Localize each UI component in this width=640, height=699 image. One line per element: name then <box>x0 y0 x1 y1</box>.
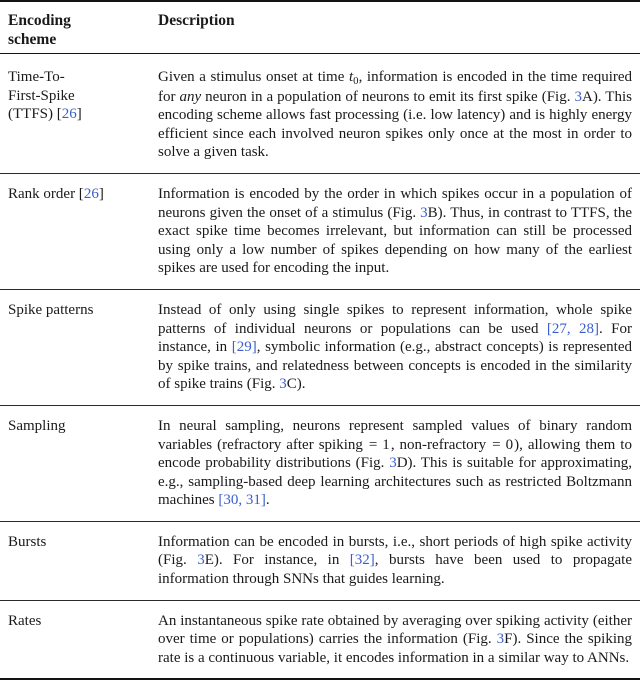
scheme-bracket-close: ] <box>98 185 104 202</box>
desc-text: F). Since the spiking rate is a continuous variable, it encodes information in a similar way to ANNs. <box>158 631 632 666</box>
row-description-sampling <box>150 405 640 521</box>
figure-link-3[interactable]: 3 <box>496 631 505 648</box>
row-description-rates <box>150 600 640 679</box>
table-row <box>0 600 640 679</box>
table-row <box>0 289 640 405</box>
bottom-rule-left <box>0 679 150 680</box>
row-label-rank-order <box>0 173 150 289</box>
desc-text: C). <box>286 376 306 393</box>
table-body <box>0 57 640 680</box>
math-variable-t0 <box>348 69 359 88</box>
figure-link-3[interactable]: 3 <box>420 204 428 221</box>
figure-link-3[interactable]: 3 <box>574 88 582 105</box>
desc-text: E). For instance, in <box>204 552 350 569</box>
row-label-rates: Rates <box>0 600 150 679</box>
row-description-rank-order <box>150 173 640 289</box>
column-header-encoding-scheme-line2: scheme <box>8 31 57 48</box>
desc-text: , non-refractory <box>390 436 492 453</box>
table-row <box>0 173 640 289</box>
desc-text: ), allowing them to encode probability distributions (Fig. <box>158 436 632 472</box>
desc-text: neuron in a population of neurons to emit its first spike (Fig. <box>201 88 575 105</box>
desc-text: Information is encoded by the order in which spikes occur in a population of neurons given the onset of a stimulus (Fig. <box>158 185 632 221</box>
citation-link-32[interactable]: [32] <box>349 552 375 569</box>
figure-link-3[interactable]: 3 <box>197 552 205 569</box>
citation-link-29[interactable]: [29] <box>231 339 257 356</box>
scheme-line-3 <box>8 106 82 122</box>
citation-link-26[interactable]: 26 <box>83 185 99 202</box>
row-description-time-to-first-spike <box>150 57 640 173</box>
scheme-bracket-close: ] <box>76 106 82 123</box>
citation-link-27-28[interactable]: [27, 28] <box>546 320 599 337</box>
desc-text: . For instance, in <box>158 320 632 356</box>
desc-text: , bursts have been used to propagate information through SNNs that guides learning. <box>158 552 632 588</box>
table-header <box>0 1 640 57</box>
table-bottom-rule <box>0 679 640 680</box>
desc-text: D). This is suitable for approximating, e.g., sampling-based deep learning architectures such as restricted Boltzmann machines <box>158 455 633 509</box>
table-row <box>0 521 640 600</box>
citation-link-30-31[interactable]: [30, 31] <box>218 492 266 509</box>
row-label-sampling: Sampling <box>0 405 150 521</box>
row-label-bursts: Bursts <box>0 521 150 600</box>
figure-link-3[interactable]: 3 <box>389 455 397 472</box>
table-row <box>0 57 640 173</box>
math-sub-0: 0 <box>353 75 359 88</box>
row-description-spike-patterns <box>150 289 640 405</box>
desc-text: Information can be encoded in bursts, i.e., short periods of high spike activity (Fig. <box>158 533 632 569</box>
row-label-spike-patterns: Spike patterns <box>0 289 150 405</box>
column-header-encoding-scheme-line1: Encoding <box>8 12 71 29</box>
row-description-bursts <box>150 521 640 600</box>
math-eq-0: = 0 <box>492 436 514 453</box>
table-row <box>0 405 640 521</box>
column-header-encoding-scheme <box>0 1 150 54</box>
scheme-bracket-open: (TTFS) [ <box>8 106 62 123</box>
math-var-t: t <box>348 69 354 85</box>
row-label-time-to-first-spike <box>0 57 150 173</box>
scheme-line-2: First-Spike <box>8 87 75 104</box>
desc-text: A). This encoding scheme allows fast processing (i.e. low latency) and is highly energy efficient since each involved neuron spikes only once at the most in order to solve a given task. <box>158 88 632 161</box>
scheme-text: Rank order [ <box>8 185 84 202</box>
desc-text: B). Thus, in contrast to TTFS, the exact spike time becomes irrelevant, but information can still be processed using only a low number of spikes depending on how many of the earliest spikes are used for encoding the input. <box>158 204 632 277</box>
desc-text: In neural sampling, neurons represent sampled values of binary random variables (refractory after spiking <box>158 417 632 453</box>
figure-link-3[interactable]: 3 <box>279 376 287 393</box>
desc-text: Instead of only using single spikes to represent information, whole spike patterns of individual neurons or populations can be used <box>158 301 632 337</box>
math-eq-1: = 1 <box>368 436 390 453</box>
desc-text: , symbolic information (e.g., abstract concepts) is represented by spike trains, and relatedness between concepts is encoded in the similarity of spike trains (Fig. <box>158 339 632 393</box>
emphasis-any: any <box>179 88 202 105</box>
bottom-rule-right <box>150 679 640 680</box>
citation-link-26[interactable]: 26 <box>61 106 77 123</box>
desc-text: . <box>265 492 270 509</box>
scheme-line-1: Time-To- <box>8 69 65 85</box>
column-header-description: Description <box>150 1 640 54</box>
desc-text: Given a stimulus onset at time <box>158 69 349 85</box>
desc-text: , information is encoded in the time required for <box>158 69 633 105</box>
table-header-row <box>0 1 640 54</box>
desc-text: An instantaneous spike rate obtained by averaging over spiking activity (either over time or populations) carries the information (Fig. <box>158 612 632 648</box>
